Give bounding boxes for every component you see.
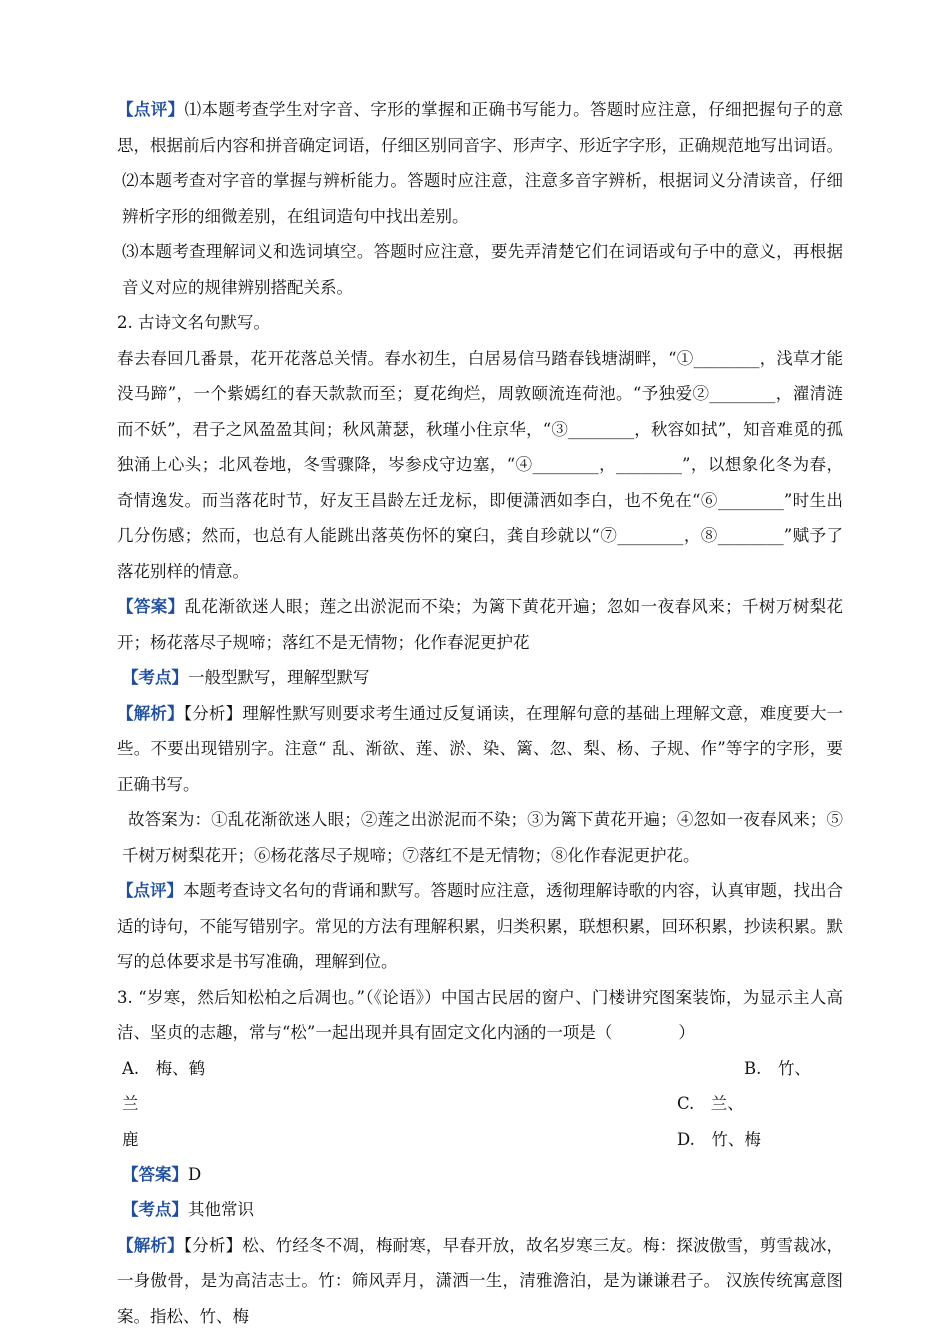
analysis-tag: 【解析】 (117, 703, 184, 723)
comment-paragraph-3: ⑶本题考查理解词义和选词填空。答题时应注意，要先弄清楚它们在词语或句子中的意义，再根据音义对应的规律辨别搭配关系。 (122, 242, 843, 297)
answer-tag: 【答案】 (117, 597, 185, 616)
option-b: B. 竹、 (744, 1058, 811, 1078)
comment-paragraph-1 (117, 92, 843, 163)
option-d: D. 竹、梅 (677, 1129, 761, 1149)
answer-text: 乱花渐欲迷人眼；莲之出淤泥而不染；为篱下黄花开遍；忽如一夜春风来；千树万树梨花开；杨花落尽子规啼；落红不是无情物；化作春泥更护花 (117, 597, 844, 652)
analysis-paragraph (117, 696, 843, 803)
question-2-title: 2. 古诗文名句默写。 (117, 313, 270, 332)
analysis-text: 【分析】理解性默写则要求考生通过反复诵读，在理解句意的基础上理解文意，难度要大一些。不要出现错别字。注意“ 乱、渐欲、莲、淤、染、篱、忽、梨、杨、子规、作”等字的字形，要正确书写。 (117, 703, 844, 794)
answer-paragraph (117, 589, 843, 660)
answer-tag: 【答案】 (122, 1164, 188, 1184)
comment-tag: 【点评】 (117, 881, 183, 900)
knowledge-point-3 (117, 1192, 843, 1228)
analysis-paragraph-3 (117, 1228, 843, 1335)
knowledge-point (117, 660, 843, 696)
option-b-continued: 兰 (122, 1093, 139, 1113)
question-3-stem: 3. “岁寒，然后知松柏之后凋也。”（《论语》）中国古民居的窗户、门楼讲究图案装饰，为显示主人高洁、坚贞的志趣，常与“松”一起出现并具有固定文化内涵的一项是（ ） (117, 987, 843, 1042)
answer-paragraph-3 (117, 1157, 843, 1193)
analysis-tag: 【解析】 (117, 1235, 184, 1255)
answer-text: D (188, 1164, 202, 1184)
knowledge-text: 其他常识 (188, 1200, 254, 1219)
knowledge-tag: 【考点】 (122, 668, 188, 687)
option-a: A. 梅、鹤 (122, 1058, 206, 1078)
question-3-options (117, 1051, 843, 1157)
knowledge-tag: 【考点】 (122, 1200, 188, 1219)
option-c: C. 兰、 (677, 1093, 744, 1113)
knowledge-text: 一般型默写，理解型默写 (188, 668, 370, 687)
comment-paragraph-2: ⑵本题考查对字音的掌握与辨析能力。答题时应注意，注意多音字辨析，根据词义分清读音，仔细辨析字形的细微差别，在组词造句中找出差别。 (122, 171, 843, 226)
comment-paragraph-4 (117, 873, 843, 980)
option-c-continued: 鹿 (122, 1129, 139, 1149)
document-page (117, 92, 843, 1334)
comment-tag: 【点评】 (117, 100, 185, 119)
comment-text: 本题考查诗文名句的背诵和默写。答题时应注意，透彻理解诗歌的内容，认真审题，找出合适的诗句，不能写错别字。常见的方法有理解积累，归类积累，联想积累，回环积累，抄读积累。默写的总体要求是书写准确，理解到位。 (117, 881, 843, 971)
analysis-text: 【分析】松、竹经冬不凋，梅耐寒，早春开放，故名岁寒三友。梅：探波傲雪，剪雪裁冰，一身傲骨，是为高洁志士。竹：筛风弄月，潇洒一生，清雅澹泊，是为谦谦君子。 汉族传统寓意图案。指松、竹、梅 (117, 1235, 844, 1326)
question-2-passage: 春去春回几番景，花开花落总关情。春水初生，白居易信马踏春钱塘湖畔，“①________，浅草才能没马蹄”，一个紫嫣红的春天款款而至；夏花绚烂，周敦颐流连荷池。“予独爱②________，濯清涟而不妖”，君子之风盈盈其间；秋风萧瑟，秋瑾小住京华，“③________，秋容如拭”，知音难觅的孤独涌上心头；北风卷地，冬雪骤降，岑参戍守边塞，“④________，________”，以想象化冬为春，奇情逸发。而当落花时节，好友王昌龄左迁龙标，即便潇洒如李白，也不免在“⑥________”时生出几分伤感；然而，也总有人能跳出落英伤怀的窠臼，龚自珍就以“⑦________，⑧________”赋予了落花别样的情意。 (117, 348, 843, 581)
comment-text: ⑴本题考查学生对字音、字形的掌握和正确书写能力。答题时应注意，仔细把握句子的意思，根据前后内容和拼音确定词语，仔细区别同音字、形声字、形近字字形，正确规范地写出词语。 (117, 100, 844, 155)
answer-summary: 故答案为：①乱花渐欲迷人眼；②莲之出淤泥而不染；③为篱下黄花开遍；④忽如一夜春风来；⑤千树万树梨花开；⑥杨花落尽子规啼；⑦落红不是无情物；⑧化作春泥更护花。 (122, 810, 843, 865)
